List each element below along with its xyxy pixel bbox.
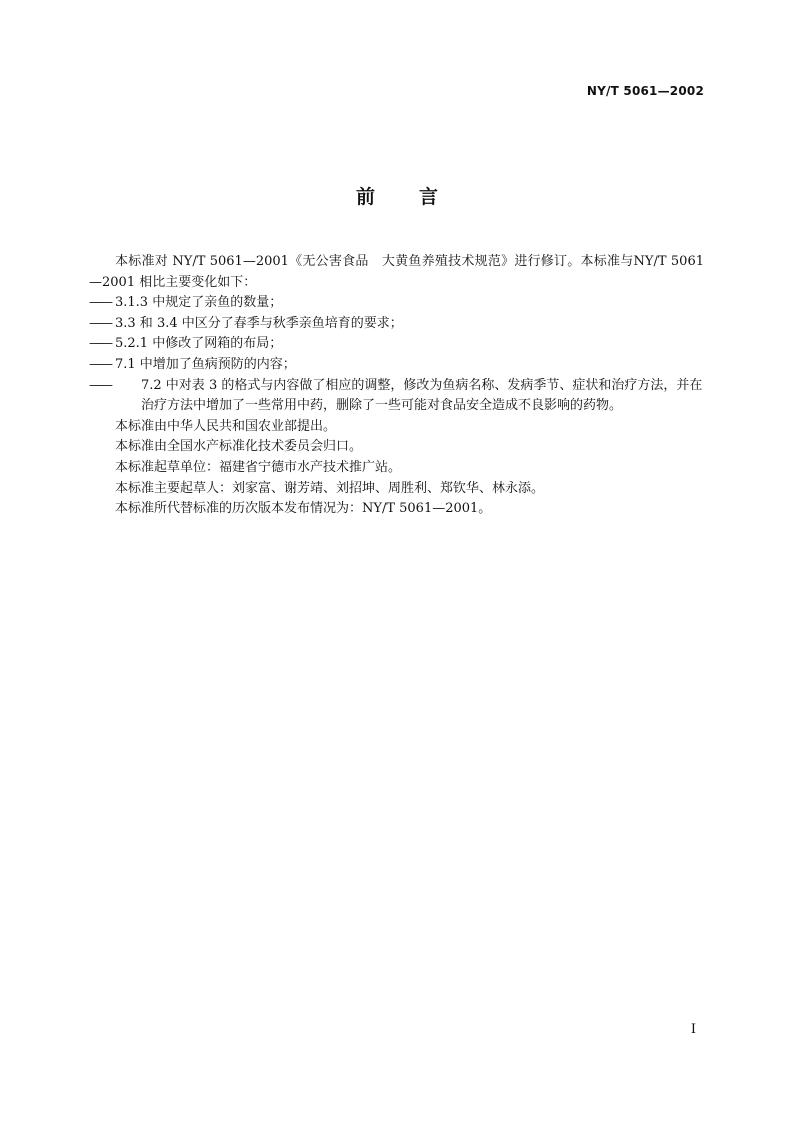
change-item-3 <box>89 334 704 355</box>
history-paragraph: 本标准所代替标准的历次版本发布情况为：NY/T 5061—2001。 <box>115 501 492 517</box>
title-part-1: 前 <box>355 186 375 208</box>
list-dash: —— <box>89 336 111 352</box>
drafters-paragraph: 本标准主要起草人：刘家富、谢芳靖、刘招坤、周胜利、郑钦华、林永添。 <box>115 480 545 496</box>
list-dash: —— <box>89 315 111 331</box>
change-item-text: 7.1 中增加了鱼病预防的内容； <box>115 356 296 372</box>
drafting-unit-paragraph: 本标准起草单位：福建省宁德市水产技术推广站。 <box>115 459 402 475</box>
list-dash: —— <box>89 377 111 393</box>
change-item-1 <box>89 293 704 314</box>
change-item-text: 3.3 和 3.4 中区分了春季与秋季亲鱼培育的要求； <box>115 315 403 331</box>
page-number: I <box>690 1022 696 1037</box>
intro-paragraph: 本标准对 NY/T 5061—2001《无公害食品 大黄鱼养殖技术规范》进行修订。本标准与NY/T 5061—2001 相比主要变化如下： <box>89 254 704 290</box>
change-item-text: 3.1.3 中规定了亲鱼的数量； <box>115 295 283 311</box>
change-item-5 <box>89 376 704 417</box>
committee-paragraph: 本标准由全国水产标准化技术委员会归口。 <box>115 439 363 455</box>
list-dash: —— <box>89 356 111 372</box>
page-title <box>0 182 794 209</box>
standard-code: NY/T 5061—2002 <box>586 84 704 98</box>
change-item-4 <box>89 355 704 376</box>
change-item-2 <box>89 314 704 335</box>
list-dash: —— <box>89 295 111 311</box>
change-item-text: 5.2.1 中修改了网箱的布局； <box>115 336 283 352</box>
title-part-2: 言 <box>419 186 439 208</box>
proposer-paragraph: 本标准由中华人民共和国农业部提出。 <box>115 418 337 434</box>
foreword-body <box>89 252 704 520</box>
change-item-text: 7.2 中对表 3 的格式与内容做了相应的调整，修改为鱼病名称、发病季节、症状和治疗方法，并在治疗方法中增加了一些常用中药，删除了一些可能对食品安全造成不良影响的药物。 <box>141 377 703 414</box>
